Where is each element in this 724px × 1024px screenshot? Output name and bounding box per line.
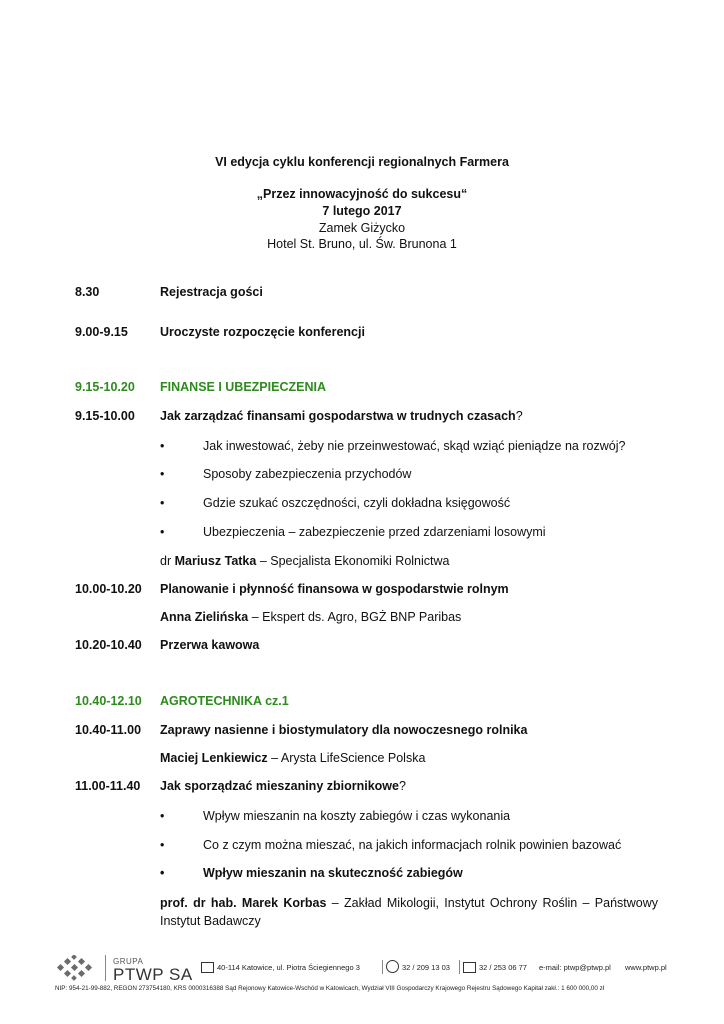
agenda-title: Jak zarządzać finansami gospodarstwa w trudnych czasach <box>160 409 516 423</box>
agenda-time: 9.00-9.15 <box>75 325 128 339</box>
speaker-role: – Specjalista Ekonomiki Rolnictwa <box>256 554 450 568</box>
phone-icon <box>386 960 399 973</box>
bullet-icon: • <box>160 467 165 481</box>
agenda-bullet: Gdzie szukać oszczędności, czyli dokładna księgowość <box>203 496 511 510</box>
agenda-title-suffix: ? <box>398 779 406 793</box>
agenda-speaker <box>160 894 658 930</box>
agenda-bullet: Co z czym można mieszać, na jakich informacjach rolnik powinien bazować <box>203 838 622 852</box>
fax-icon <box>463 962 476 973</box>
conference-edition: VI edycja cyklu konferencji regionalnych Farmera <box>215 155 509 169</box>
section-time: 10.40-12.10 <box>75 694 142 708</box>
address-icon <box>201 962 214 973</box>
footer-fax: 32 / 253 06 77 <box>479 963 527 972</box>
agenda-title: Przerwa kawowa <box>160 638 260 652</box>
agenda-title: Zaprawy nasienne i biostymulatory dla nowoczesnego rolnika <box>160 723 528 737</box>
footer-phone: 32 / 209 13 03 <box>402 963 450 972</box>
logo-group-label: GRUPA <box>113 957 144 966</box>
agenda-time: 9.15-10.00 <box>75 409 135 423</box>
footer-www[interactable]: www.ptwp.pl <box>625 963 667 972</box>
footer-divider <box>459 960 460 974</box>
bullet-icon: • <box>160 496 165 510</box>
agenda-speaker <box>160 554 449 568</box>
agenda-bullet: Wpływ mieszanin na skuteczność zabiegów <box>203 866 463 880</box>
agenda-bullet: Sposoby zabezpieczenia przychodów <box>203 467 412 481</box>
speaker-prefix: dr <box>160 554 175 568</box>
speaker-name: Anna Zielińska <box>160 610 249 624</box>
agenda-time: 10.40-11.00 <box>75 723 142 737</box>
agenda-title: Planowanie i płynność finansowa w gospodarstwie rolnym <box>160 582 509 596</box>
bullet-icon: • <box>160 838 165 852</box>
speaker-role: – Arysta LifeScience Polska <box>267 751 426 765</box>
agenda-speaker <box>160 610 461 624</box>
agenda-title: Uroczyste rozpoczęcie konferencji <box>160 325 365 339</box>
agenda-bullet: Wpływ mieszanin na koszty zabiegów i czas wykonania <box>203 809 511 823</box>
section-title: FINANSE I UBEZPIECZENIA <box>160 380 326 394</box>
conference-venue: Zamek Giżycko <box>318 221 406 235</box>
bullet-icon: • <box>160 439 165 453</box>
agenda-title-suffix: ? <box>515 409 523 423</box>
footer-email[interactable]: e-mail: ptwp@ptwp.pl <box>539 963 611 972</box>
footer-legal: NIP: 954-21-99-882, REGON 273754180, KRS 0000316388 Sąd Rejonowy Katowice-Wschód w Katowicach, Wydział VIII Gospodarczy Krajowego Rejestru Sądowego Kapitał zakł.: 1 600 000,00 zł <box>55 985 605 992</box>
agenda-title-row <box>160 409 523 423</box>
agenda-time: 10.20-10.40 <box>75 638 142 652</box>
conference-date: 7 lutego 2017 <box>322 204 402 218</box>
speaker-role: – Ekspert ds. Agro, BGŻ BNP Paribas <box>248 610 462 624</box>
bullet-icon: • <box>160 866 165 880</box>
agenda-time: 10.00-10.20 <box>75 582 142 596</box>
bullet-icon: • <box>160 525 165 539</box>
logo-divider <box>105 955 106 981</box>
section-time: 9.15-10.20 <box>75 380 135 394</box>
bullet-icon: • <box>160 809 165 823</box>
agenda-bullet: Ubezpieczenia – zabezpieczenie przed zdarzeniami losowymi <box>203 525 546 539</box>
footer-contact <box>55 955 675 983</box>
agenda-title: Rejestracja gości <box>160 285 263 299</box>
agenda-time: 8.30 <box>75 285 100 299</box>
conference-theme: „Przez innowacyjność do sukcesu“ <box>256 187 468 201</box>
speaker-role: – Zakład Mikologii, Instytut Ochrony Roślin – Państwowy Instytut Badawczy <box>160 896 659 928</box>
agenda-title: Jak sporządzać mieszaniny zbiornikowe <box>160 779 399 793</box>
footer-divider <box>382 960 383 974</box>
speaker-name: prof. dr hab. Marek Korbas <box>160 896 327 910</box>
agenda-bullet: Jak inwestować, żeby nie przeinwestować, skąd wziąć pieniądze na rozwój? <box>203 439 626 453</box>
agenda-time: 11.00-11.40 <box>75 779 141 793</box>
agenda-title-row <box>160 779 406 793</box>
section-title: AGROTECHNIKA cz.1 <box>160 694 289 708</box>
footer-address: 40-114 Katowice, ul. Piotra Ściegiennego 3 <box>217 963 360 972</box>
speaker-name: Mariusz Tatka <box>174 554 257 568</box>
conference-address: Hotel St. Bruno, ul. Św. Brunona 1 <box>267 237 457 251</box>
logo-brand: PTWP SA <box>113 965 193 984</box>
ptwp-logo-icon <box>55 955 99 981</box>
speaker-name: Maciej Lenkiewicz <box>160 751 268 765</box>
agenda-speaker <box>160 751 425 765</box>
